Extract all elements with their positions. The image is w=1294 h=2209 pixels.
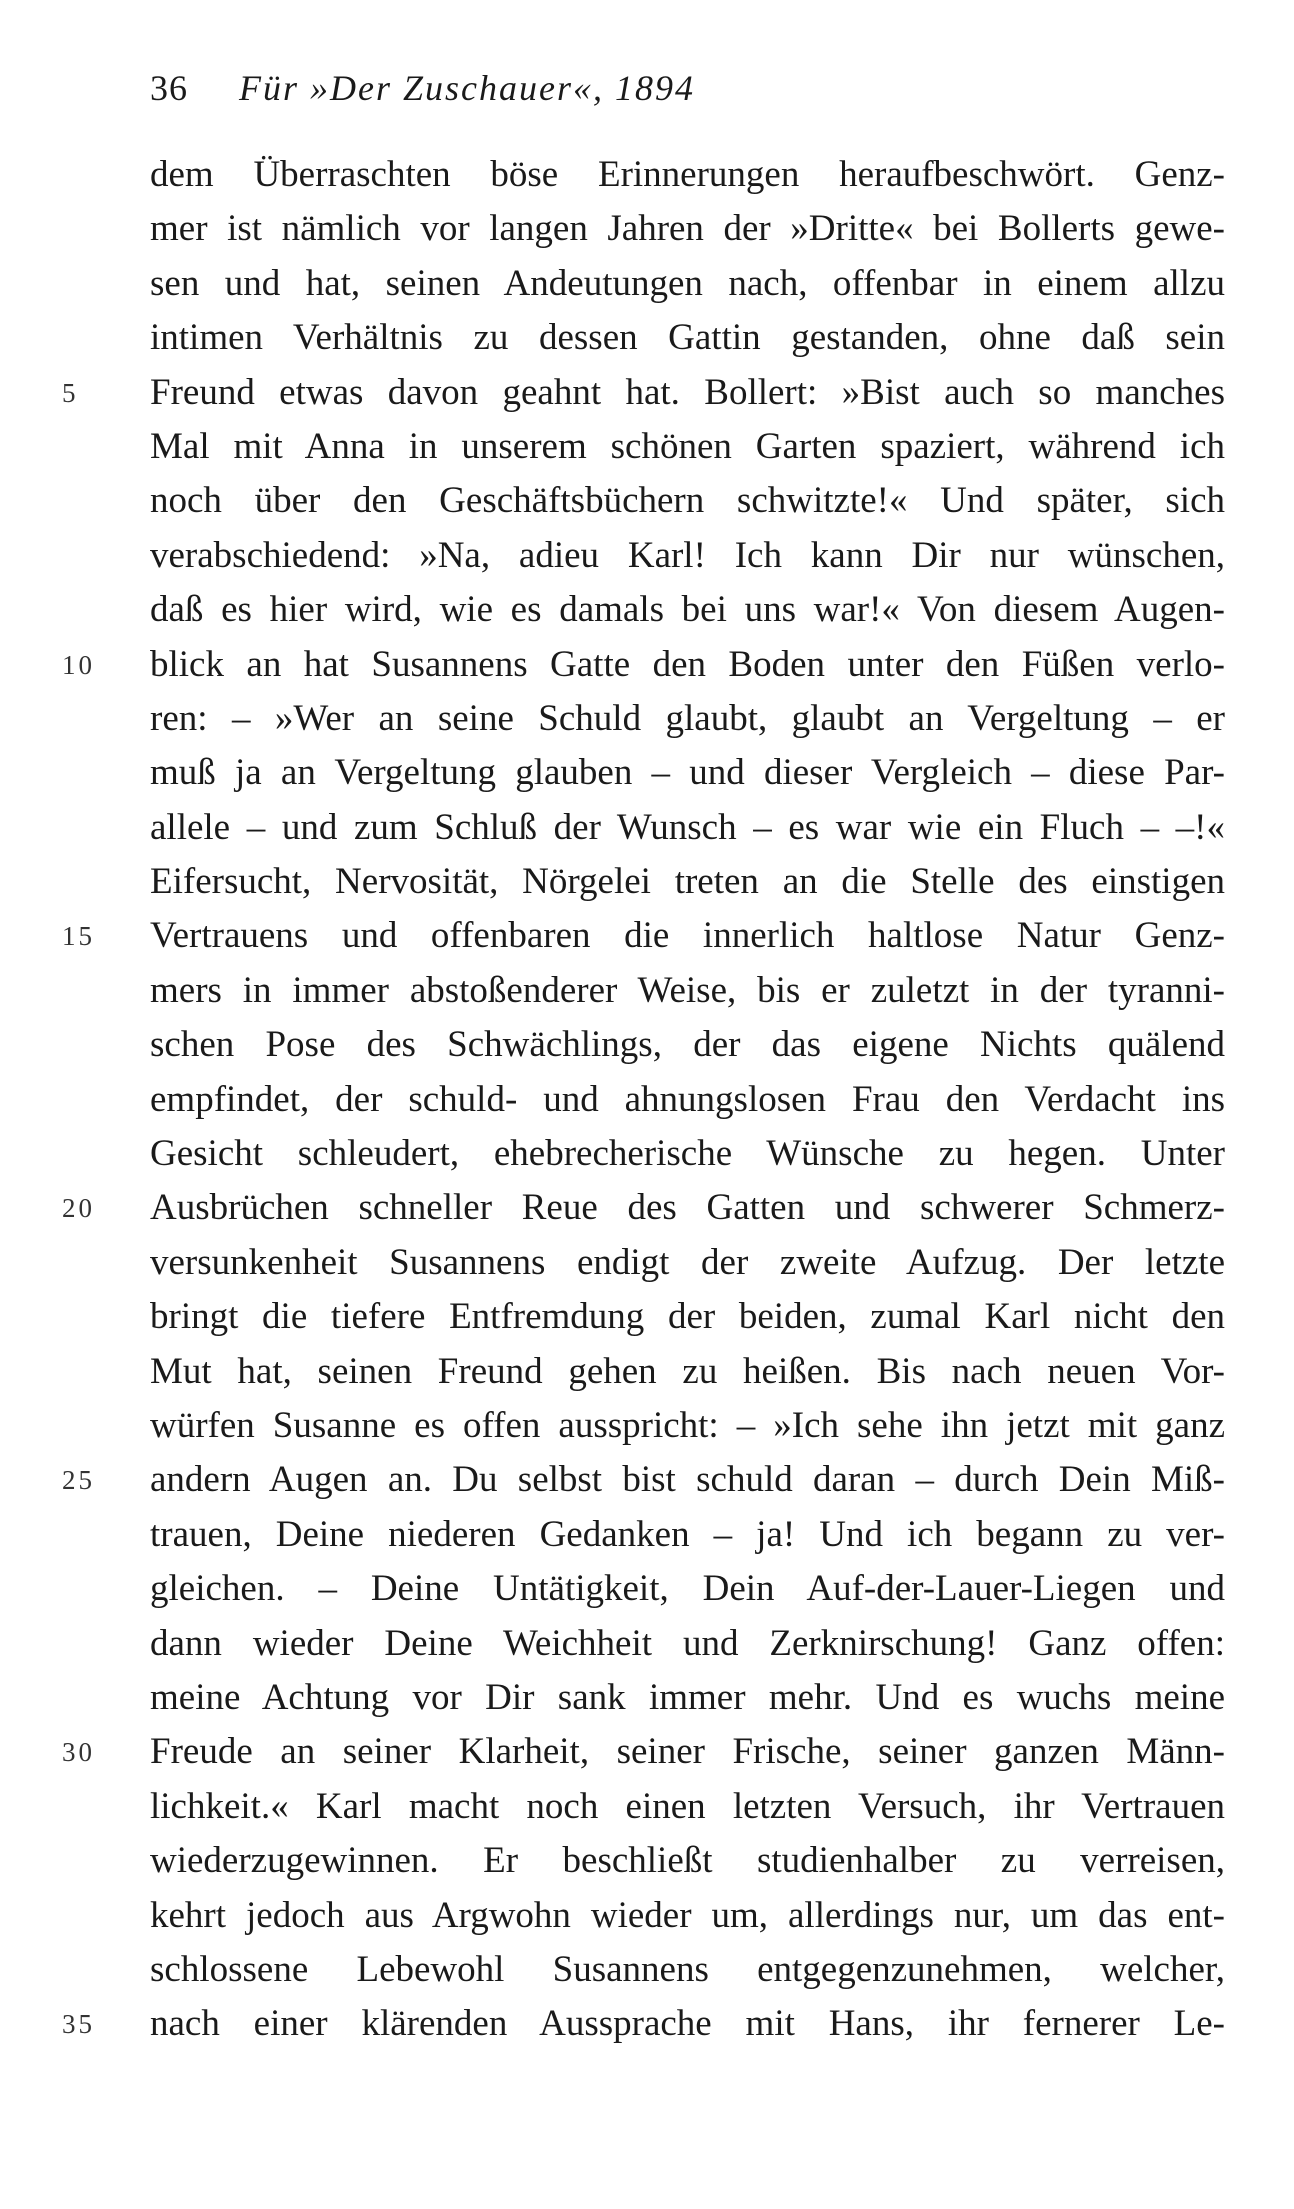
text-line: [150, 202, 1225, 256]
line-text: dann wieder Deine Weichheit und Zerknirschung! Ganz offen:: [150, 1622, 1225, 1664]
text-line: [62, 366, 1225, 420]
line-number: 25: [62, 1465, 95, 1496]
line-text: mers in immer abstoßenderer Weise, bis er zuletzt in der tyranni-: [150, 969, 1225, 1011]
line-text: Vertrauens und offenbaren die innerlich haltlose Natur Genz-: [150, 915, 1225, 957]
line-text: daß es hier wird, wie es damals bei uns war!« Von diesem Augen-: [150, 589, 1225, 631]
text-line: [150, 1073, 1225, 1127]
text-line: [150, 1236, 1225, 1290]
line-number: 35: [62, 2009, 95, 2040]
text-line: [150, 1127, 1225, 1181]
text-line: [62, 1997, 1225, 2051]
line-text: Freund etwas davon geahnt hat. Bollert: »Bist auch so manches: [150, 371, 1225, 413]
line-text: noch über den Geschäftsbüchern schwitzte!« Und später, sich: [150, 480, 1225, 522]
line-text: Ausbrüchen schneller Reue des Gatten und schwerer Schmerz-: [150, 1187, 1225, 1229]
line-number: 5: [62, 377, 79, 408]
text-line: [150, 1399, 1225, 1453]
line-text: schen Pose des Schwächlings, der das eigene Nichts quälend: [150, 1024, 1225, 1066]
text-line: [150, 1562, 1225, 1616]
text-line: [150, 801, 1225, 855]
line-text: empfindet, der schuld- und ahnungslosen Frau den Verdacht ins: [150, 1078, 1225, 1120]
text-line: [150, 420, 1225, 474]
running-title: Für »Der Zuschauer«, 1894: [239, 68, 695, 108]
line-text: wiederzugewinnen. Er beschließt studienhalber zu verreisen,: [150, 1840, 1225, 1882]
line-text: Gesicht schleudert, ehebrecherische Wünsche zu hegen. Unter: [150, 1133, 1225, 1175]
text-line: [150, 1834, 1225, 1888]
text-line: [150, 746, 1225, 800]
line-number: 15: [62, 921, 95, 952]
text-line: [150, 1889, 1225, 1943]
line-text: versunkenheit Susannens endigt der zweite Aufzug. Der letzte: [150, 1241, 1225, 1283]
line-text: allele – und zum Schluß der Wunsch – es war wie ein Fluch – –!«: [150, 806, 1225, 848]
text-line: [62, 1453, 1225, 1507]
text-line: [150, 964, 1225, 1018]
line-text: sen und hat, seinen Andeutungen nach, offenbar in einem allzu: [150, 262, 1225, 304]
line-text: bringt die tiefere Entfremdung der beiden, zumal Karl nicht den: [150, 1296, 1225, 1338]
line-text: kehrt jedoch aus Argwohn wieder um, allerdings nur, um das ent-: [150, 1894, 1225, 1936]
line-text: verabschiedend: »Na, adieu Karl! Ich kann Dir nur wünschen,: [150, 534, 1225, 576]
line-text: würfen Susanne es offen ausspricht: – »Ich sehe ihn jetzt mit ganz: [150, 1404, 1225, 1446]
line-text: Eifersucht, Nervosität, Nörgelei treten an die Stelle des einstigen: [150, 861, 1225, 903]
text-line: [150, 583, 1225, 637]
text-line: [62, 1181, 1225, 1235]
running-header: [150, 58, 1150, 118]
line-number: 30: [62, 1737, 95, 1768]
text-line: [150, 1943, 1225, 1997]
text-line: [150, 1290, 1225, 1344]
text-line: [62, 909, 1225, 963]
line-number: 20: [62, 1193, 95, 1224]
text-line: [150, 1617, 1225, 1671]
text-line: [150, 1018, 1225, 1072]
line-text: Mal mit Anna in unserem schönen Garten spaziert, während ich: [150, 425, 1225, 467]
text-line: [150, 257, 1225, 311]
line-text: blick an hat Susannens Gatte den Boden unter den Füßen verlo-: [150, 643, 1225, 685]
text-line: [150, 692, 1225, 746]
line-text: nach einer klärenden Aussprache mit Hans, ihr fernerer Le-: [150, 2003, 1225, 2045]
text-line: [150, 148, 1225, 202]
line-text: ren: – »Wer an seine Schuld glaubt, glaubt an Vergeltung – er: [150, 697, 1225, 739]
line-text: gleichen. – Deine Untätigkeit, Dein Auf-der-Lauer-Liegen und: [150, 1568, 1225, 1610]
text-line: [150, 1508, 1225, 1562]
text-line: [150, 529, 1225, 583]
text-line: [150, 1345, 1225, 1399]
text-line: [150, 855, 1225, 909]
line-number: 10: [62, 649, 95, 680]
text-line: [150, 474, 1225, 528]
line-text: schlossene Lebewohl Susannens entgegenzunehmen, welcher,: [150, 1948, 1225, 1990]
text-line: [62, 1725, 1225, 1779]
line-text: mer ist nämlich vor langen Jahren der »Dritte« bei Bollerts gewe-: [150, 208, 1225, 250]
page-number: 36: [150, 68, 188, 108]
text-line: [150, 311, 1225, 365]
text-line: [150, 1671, 1225, 1725]
line-text: Mut hat, seinen Freund gehen zu heißen. Bis nach neuen Vor-: [150, 1350, 1225, 1392]
text-line: [62, 638, 1225, 692]
line-text: dem Überraschten böse Erinnerungen heraufbeschwört. Genz-: [150, 154, 1225, 195]
line-text: Freude an seiner Klarheit, seiner Frische, seiner ganzen Männ-: [150, 1731, 1225, 1773]
line-text: andern Augen an. Du selbst bist schuld daran – durch Dein Miß-: [150, 1459, 1225, 1501]
line-text: muß ja an Vergeltung glauben – und dieser Vergleich – diese Par-: [150, 752, 1225, 794]
line-text: trauen, Deine niederen Gedanken – ja! Und ich begann zu ver-: [150, 1513, 1225, 1555]
line-text: lichkeit.« Karl macht noch einen letzten Versuch, ihr Vertrauen: [150, 1785, 1225, 1827]
line-text: intimen Verhältnis zu dessen Gattin gestanden, ohne daß sein: [150, 317, 1225, 359]
body-text: [62, 148, 1225, 2052]
line-text: meine Achtung vor Dir sank immer mehr. Und es wuchs meine: [150, 1676, 1225, 1718]
text-line: [150, 1780, 1225, 1834]
